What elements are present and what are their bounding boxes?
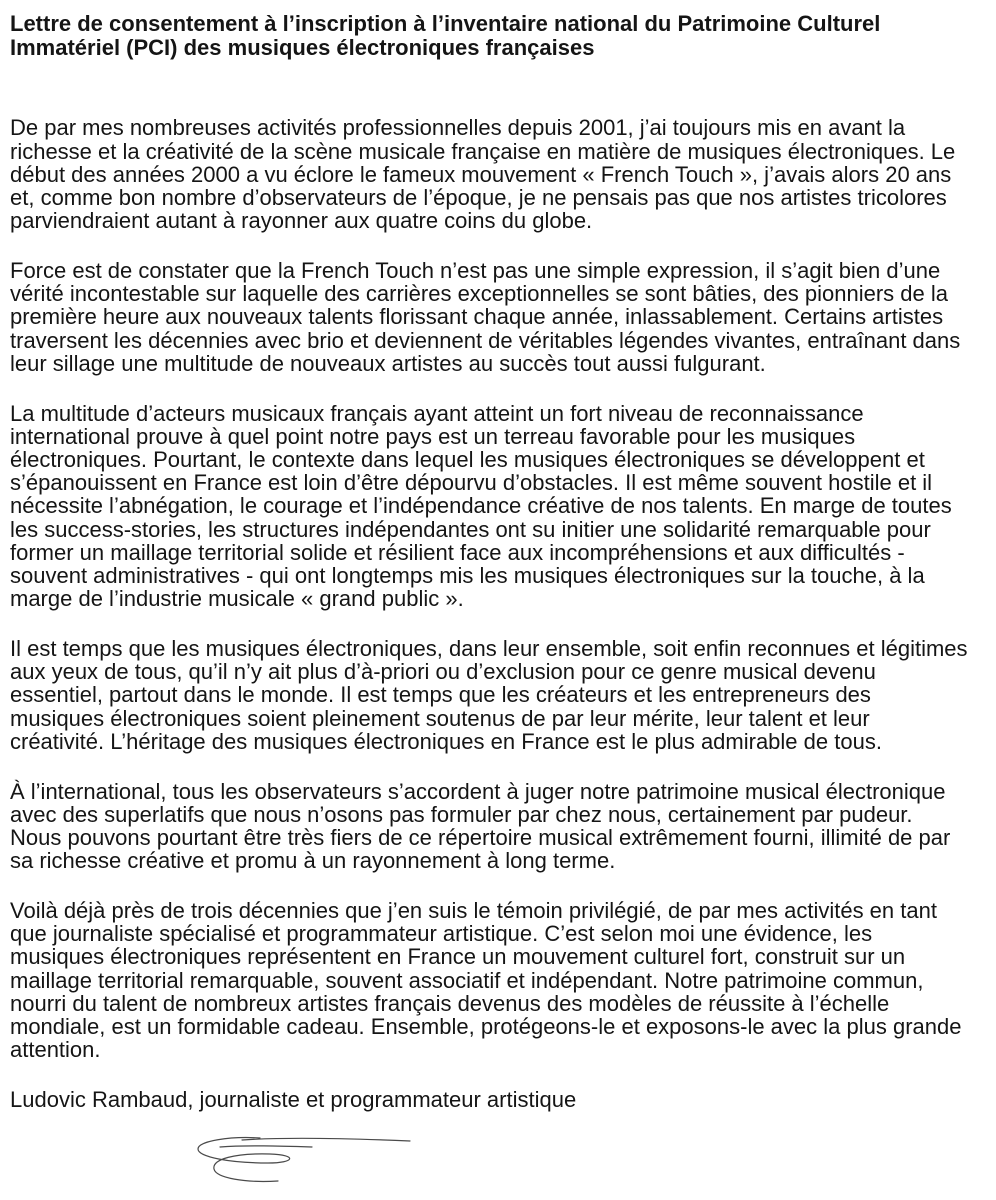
text-line: nourri du talent de nombreux artistes français devenus des modèles de réussite à l’échelle: [10, 990, 890, 1016]
text-line: première heure aux nouveaux talents florissant chaque année, inlassablement. Certains artistes: [10, 304, 944, 330]
body-paragraph: [10, 899, 968, 1061]
text-line: essentiel, partout dans le monde. Il est temps que les créateurs et les entrepreneurs des: [10, 682, 871, 708]
text-line: À l’international, tous les observateurs s’accordent à juger notre patrimoine musical électronique: [10, 778, 946, 804]
text-line: leur sillage une multitude de nouveaux artistes au succès tout aussi fulgurant.: [10, 350, 766, 376]
text-line: Il est temps que les musiques électroniques, dans leur ensemble, soit enfin reconnues et légitimes: [10, 636, 968, 662]
signatory-line: [10, 1088, 968, 1111]
text-line: les success-stories, les structures indépendantes ont su initier une solidarité remarquable pour: [10, 516, 931, 542]
text-line: avec des superlatifs que nous n’osons pas formuler par chez nous, certainement par pudeur.: [10, 801, 913, 827]
text-line: électroniques. Pourtant, le contexte dans lequel les musiques électroniques se développent et: [10, 447, 925, 473]
signatory-name: Ludovic Rambaud, journaliste et programmateur artistique: [10, 1087, 577, 1113]
text-line: et, comme bon nombre d’observateurs de l’époque, je ne pensais pas que nos artistes tricolores: [10, 185, 947, 210]
text-line: maillage territorial remarquable, souvent associatif et indépendant. Notre patrimoine commun,: [10, 967, 924, 993]
body-paragraph: [10, 402, 968, 611]
text-line: musiques électroniques soient pleinement soutenus de par leur mérite, leur talent et leur: [10, 705, 870, 731]
text-line: parviendraient autant à rayonner aux quatre coins du globe.: [10, 208, 593, 234]
text-line: attention.: [10, 1037, 101, 1063]
signature-main-stroke: [242, 1138, 410, 1141]
text-line: créativité. L’héritage des musiques électroniques en France est le plus admirable de tous.: [10, 728, 882, 754]
text-line: former un maillage territorial solide et résilient face aux incompréhensions et aux difficultés -: [10, 539, 905, 565]
signature-loops: [198, 1138, 290, 1182]
text-line: richesse et la créativité de la scène musicale française en matière de musiques électroniques. Le: [10, 138, 956, 164]
text-line: sa richesse créative et promu à un rayonnement à long terme.: [10, 848, 616, 874]
text-line: Voilà déjà près de trois décennies que j’en suis le témoin privilégié, de par mes activités en tant: [10, 898, 937, 924]
title-line: Lettre de consentement à l’inscription à l’inventaire national du Patrimoine Culturel: [10, 11, 881, 36]
title-line: Immatériel (PCI) des musiques électroniques françaises: [10, 35, 595, 60]
body-paragraph: [10, 637, 968, 753]
text-line: marge de l’industrie musicale « grand public ».: [10, 586, 464, 612]
body-paragraph: [10, 780, 968, 873]
text-line: traversent les décennies avec brio et deviennent de véritables légendes vivantes, entraînant dans: [10, 327, 961, 353]
body-paragraph: [10, 116, 968, 232]
body-paragraph: [10, 259, 968, 375]
handwritten-signature: [190, 1125, 420, 1190]
text-line: souvent administratives - qui ont longtemps mis les musiques électroniques sur la touche, à la: [10, 563, 925, 589]
letter-title: [10, 12, 880, 60]
text-line: La multitude d’acteurs musicaux français ayant atteint un fort niveau de reconnaissance: [10, 400, 864, 426]
text-line: début des années 2000 a vu éclore le fameux mouvement « French Touch », j’avais alors 20 ans: [10, 161, 952, 187]
text-line: s’épanouissent en France est loin d’être dépourvu d’obstacles. Il est même souvent hostile et il: [10, 470, 933, 496]
letter-body: [10, 116, 968, 1137]
text-line: Force est de constater que la French Touch n’est pas une simple expression, il s’agit bien d’une: [10, 258, 941, 283]
text-line: aux yeux de tous, qu’il n’y ait plus d’à-priori ou d’exclusion pour ce genre musical devenu: [10, 659, 876, 685]
text-line: De par mes nombreuses activités professionnelles depuis 2001, j’ai toujours mis en avant la: [10, 115, 906, 141]
signature-inner-stroke: [220, 1146, 312, 1147]
text-line: nécessite l’abnégation, le courage et l’indépendance créative de nos talents. En marge de toutes: [10, 493, 952, 519]
text-line: vérité incontestable sur laquelle des carrières exceptionnelles se sont bâties, des pionniers de la: [10, 281, 948, 307]
text-line: international prouve à quel point notre pays est un terreau favorable pour les musiques: [10, 423, 856, 449]
text-line: Nous pouvons pourtant être très fiers de ce répertoire musical extrêmement fourni, illimité de par: [10, 825, 951, 851]
text-line: que journaliste spécialisé et programmateur artistique. C’est selon moi une évidence, les: [10, 921, 873, 947]
text-line: mondiale, est un formidable cadeau. Ensemble, protégeons-le et exposons-le avec la plus grande: [10, 1014, 962, 1040]
text-line: musiques électroniques représentent en France un mouvement culturel fort, construit sur un: [10, 944, 906, 970]
